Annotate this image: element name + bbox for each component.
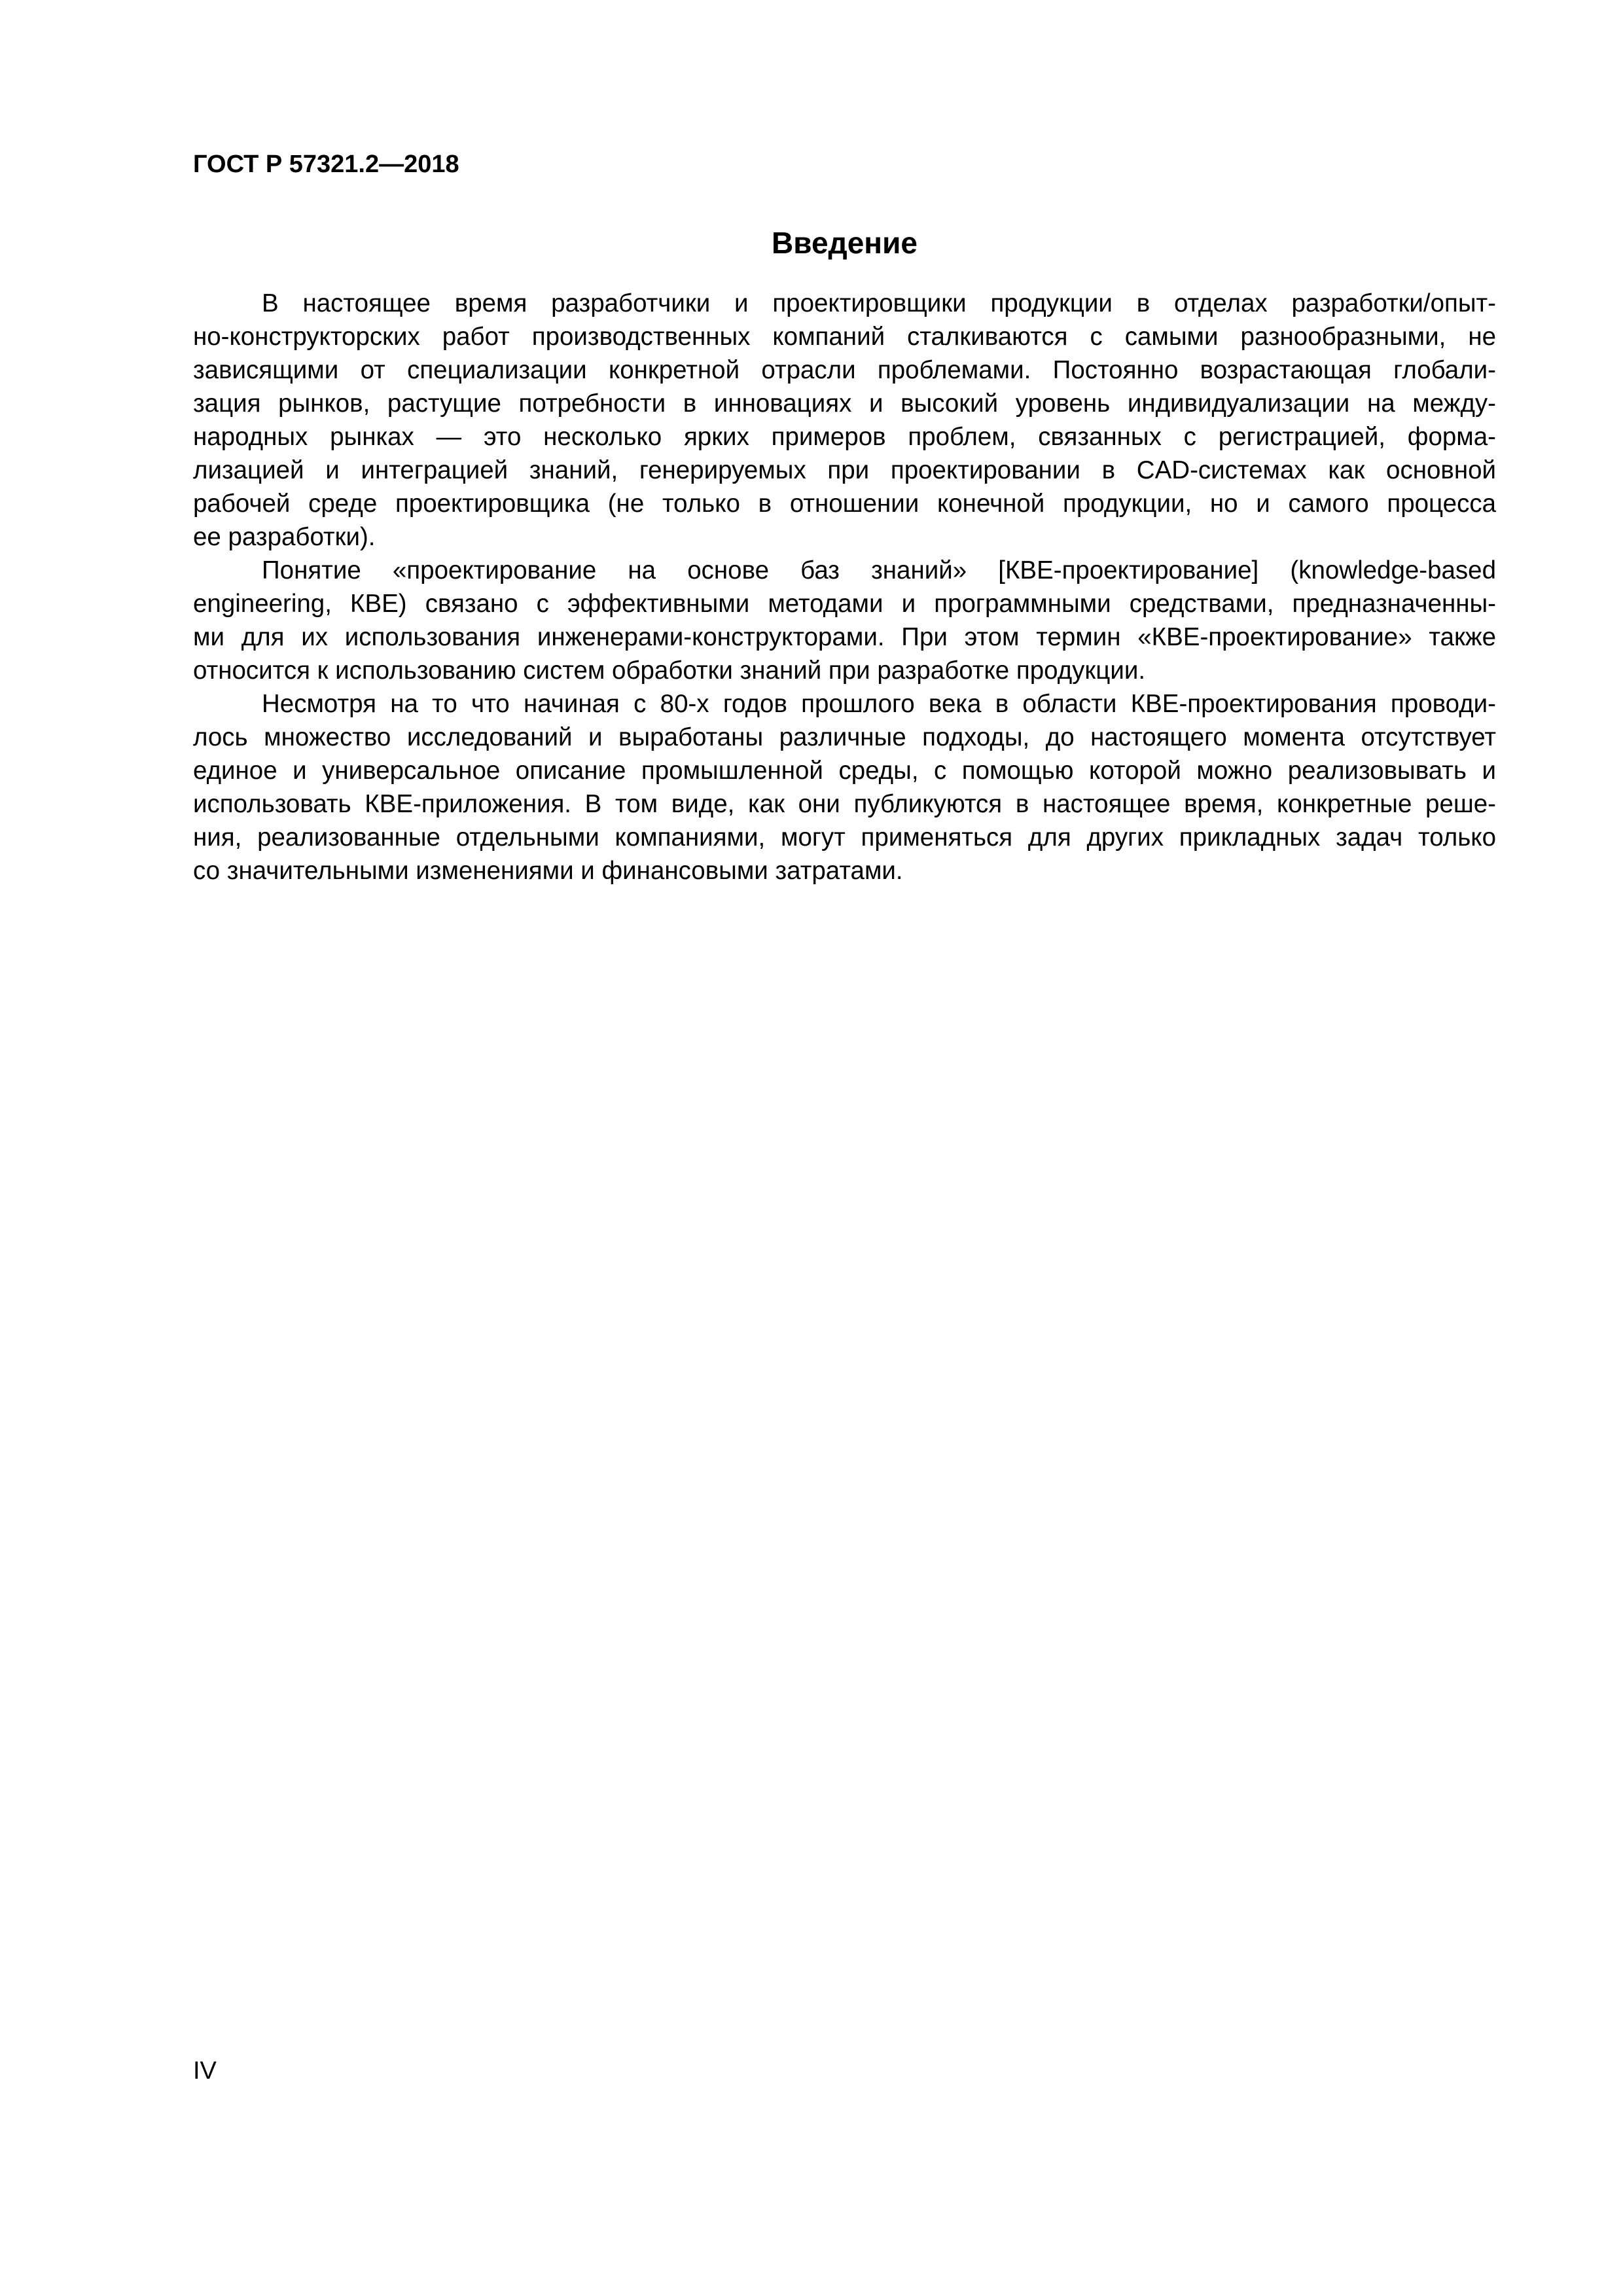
text-line: рабочей среде проектировщика (не только в отношении конечной продукции, но и самого процесса (193, 490, 1496, 518)
text-line: единое и универсальное описание промышленной среды, с помощью которой можно реализовывать и (193, 757, 1496, 785)
text-line: народных рынках — это несколько ярких примеров проблем, связанных с регистрацией, форма- (193, 423, 1496, 451)
text-line: ми для их использования инженерами-конструкторами. При этом термин «КВЕ-проектирование» также (193, 623, 1496, 651)
text-line: лизацией и интеграцией знаний, генерируемых при проектировании в CAD-системах как основной (193, 456, 1496, 484)
introduction-body (193, 287, 1496, 888)
text-line: ее разработки). (193, 523, 376, 551)
text-line: Несмотря на то что начиная с 80-х годов прошлого века в области КВЕ-проектирования проводи- (262, 690, 1496, 718)
text-line: зация рынков, растущие потребности в инновациях и высокий уровень индивидуализации на между- (193, 389, 1496, 418)
text-line: зависящими от специализации конкретной отрасли проблемами. Постоянно возрастающая глобали- (193, 356, 1496, 384)
text-line: ния, реализованные отдельными компаниями, могут применяться для других прикладных задач только (193, 823, 1496, 852)
text-line: В настоящее время разработчики и проектировщики продукции в отделах разработки/опыт- (262, 289, 1496, 317)
text-line: относится к использованию систем обработки знаний при разработке продукции. (193, 656, 1146, 685)
section-title: Введение (772, 226, 918, 260)
text-line: использовать КВЕ-приложения. В том виде, как они публикуются в настоящее время, конкретные реше- (193, 790, 1496, 818)
text-line: лось множество исследований и выработаны различные подходы, до настоящего момента отсутствует (193, 723, 1496, 751)
text-line: Понятие «проектирование на основе баз знаний» [КВЕ-проектирование] (knowledge-based (262, 556, 1496, 584)
text-line: со значительными изменениями и финансовыми затратами. (193, 857, 903, 885)
text-line: но-конструкторских работ производственных компаний сталкиваются с самыми разнообразными, не (193, 323, 1496, 351)
paragraph-3 (193, 687, 1496, 888)
document-id: ГОСТ Р 57321.2—2018 (193, 151, 459, 178)
page-number: IV (193, 2057, 217, 2085)
paragraph-1 (193, 287, 1496, 554)
text-line: engineering, КВЕ) связано с эффективными методами и программными средствами, предназначенны- (193, 590, 1496, 618)
paragraph-2 (193, 554, 1496, 687)
